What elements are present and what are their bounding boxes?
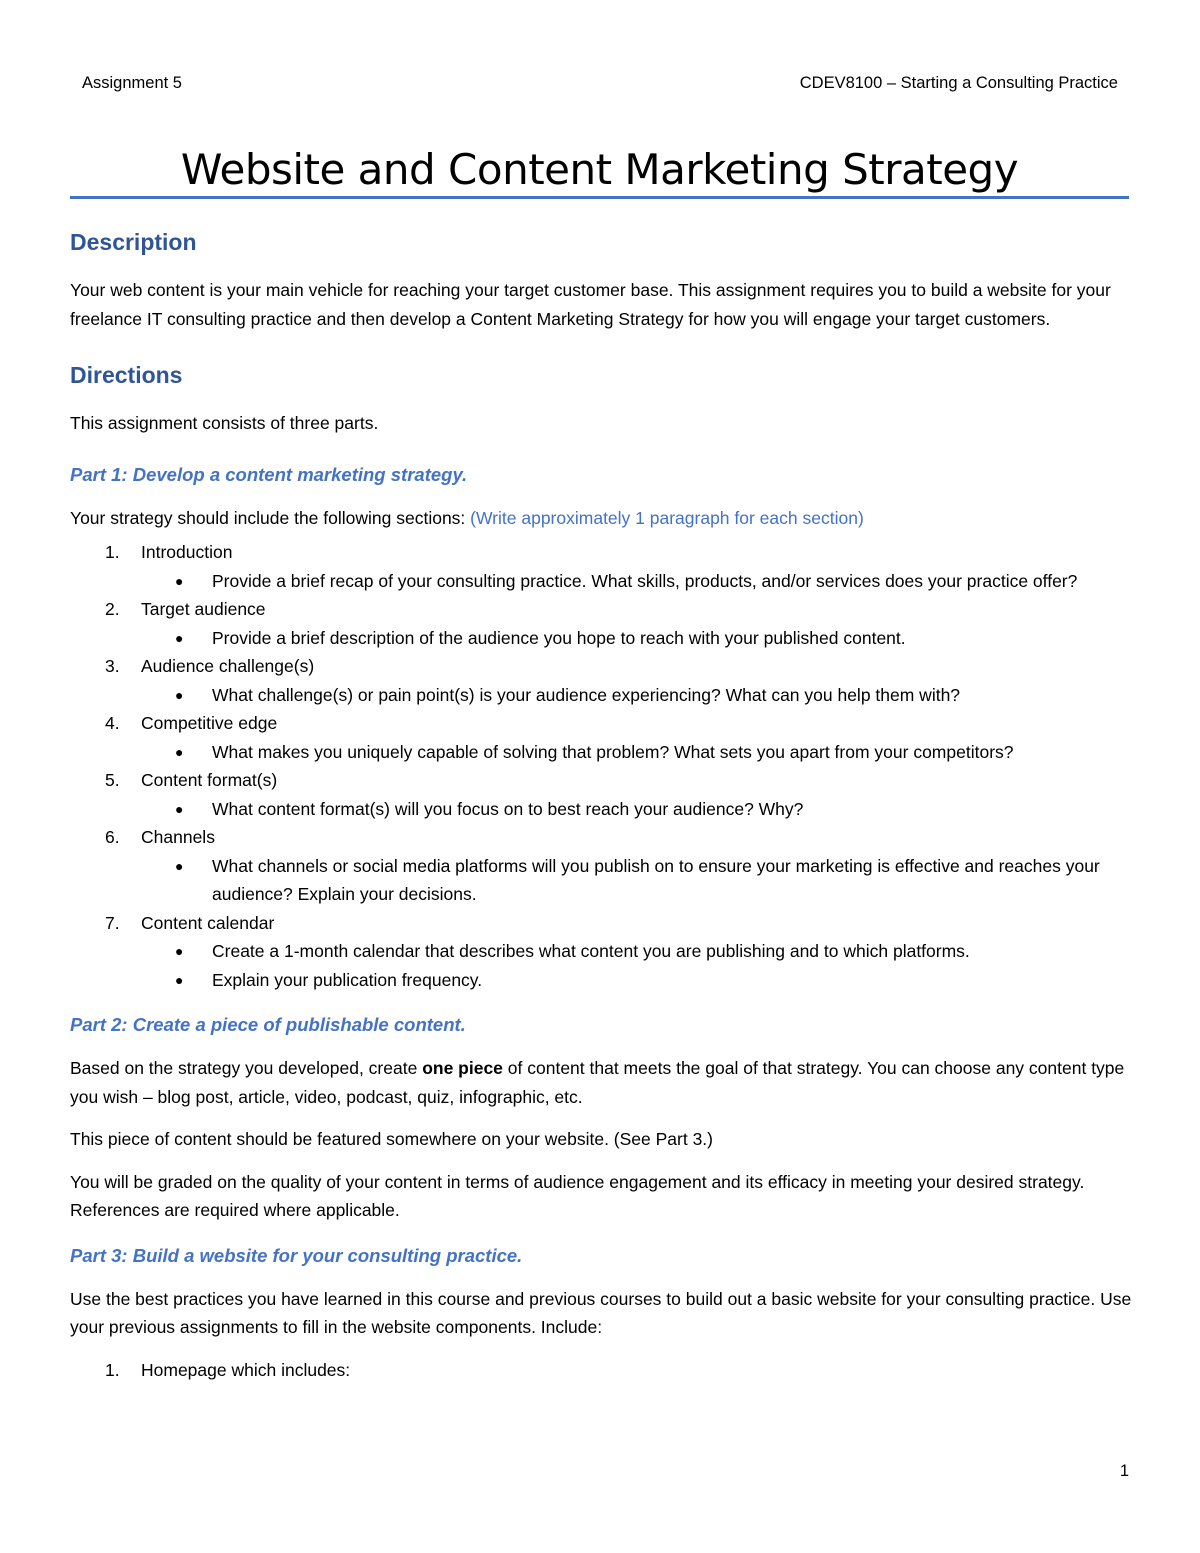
part1-section-list <box>70 538 1132 994</box>
list-number: 5. <box>105 770 120 790</box>
sub-item: ● What channels or social media platforms will you publish on to ensure your marketing is effective and reaches your audience? Explain your decisions. <box>141 852 1132 909</box>
sub-list <box>141 681 1132 710</box>
part2-paragraph-3: You will be graded on the quality of your content in terms of audience engagement and its efficacy in meeting your desired strategy. References are required where applicable. <box>70 1171 1085 1220</box>
list-item-label: Introduction <box>141 542 233 562</box>
list-number: 1. <box>105 542 120 562</box>
sub-list <box>141 624 1132 653</box>
part1-lead-note: (Write approximately 1 paragraph for each section) <box>470 507 864 528</box>
bullet-icon: ● <box>175 629 184 646</box>
bullet-icon: ● <box>175 686 184 703</box>
description-heading: Description <box>70 229 197 255</box>
list-item-label: Audience challenge(s) <box>141 656 315 676</box>
list-item <box>70 823 1132 852</box>
list-item <box>70 766 1132 795</box>
list-item <box>70 595 1132 624</box>
sub-list <box>141 567 1132 596</box>
list-item-label: Competitive edge <box>141 713 278 733</box>
directions-intro: This assignment consists of three parts. <box>70 413 379 433</box>
sub-item: ● What makes you uniquely capable of solving that problem? What sets you apart from your competitors? <box>141 738 1132 767</box>
part3-paragraph-1: Use the best practices you have learned in this course and previous courses to build out a basic website for your consulting practice. Use your previous assignments to fill in the website components. Include: <box>70 1288 1132 1337</box>
sub-list <box>141 738 1132 767</box>
bullet-icon: ● <box>175 857 184 874</box>
sub-item: ● What challenge(s) or pain point(s) is your audience experiencing? What can you help them with? <box>141 681 1132 710</box>
sub-item: ● What content format(s) will you focus on to best reach your audience? Why? <box>141 795 1132 824</box>
list-number: 7. <box>105 912 120 933</box>
list-number: 6. <box>105 827 120 847</box>
list-item <box>70 709 1132 738</box>
list-item-label: Content format(s) <box>141 770 278 790</box>
list-number: 2. <box>105 599 120 619</box>
part2-paragraph-2: This piece of content should be featured somewhere on your website. (See Part 3.) <box>70 1129 713 1149</box>
description-paragraph: Your web content is your main vehicle for reaching your target customer base. This assignment requires you to build a website for your freelance IT consulting practice and then develop a Content Marketing Strategy for how you will engage your target customers. <box>70 280 1111 329</box>
sub-item: ● Explain your publication frequency. <box>141 966 1132 995</box>
bullet-icon: ● <box>175 572 184 589</box>
list-item <box>70 652 1132 681</box>
list-item-label: Content calendar <box>141 912 275 933</box>
part3-component-list <box>70 1356 1132 1385</box>
document-title: Website and Content Marketing Strategy <box>180 145 1019 194</box>
sub-item: ● Provide a brief recap of your consulting practice. What skills, products, and/or services does your practice offer? <box>141 567 1132 596</box>
list-number: 3. <box>105 656 120 676</box>
part1-lead-text: Your strategy should include the following sections: <box>70 507 471 528</box>
title-underline <box>70 196 1129 199</box>
part1-lead <box>70 504 1132 533</box>
sub-list <box>141 852 1132 909</box>
sub-list <box>141 937 1132 994</box>
part2-paragraph-1: Based on the strategy you developed, create one piece of content that meets the goal of that strategy. You can choose any content type you wish – blog post, article, video, podcast, quiz, infographic, etc. <box>70 1058 1125 1107</box>
directions-heading: Directions <box>70 362 183 388</box>
list-number: 1. <box>105 1359 120 1380</box>
sub-item: ● Provide a brief description of the audience you hope to reach with your published content. <box>141 624 1132 653</box>
part2-heading: Part 2: Create a piece of publishable content. <box>70 1014 466 1035</box>
bullet-icon: ● <box>175 971 184 988</box>
list-item-label: Target audience <box>141 599 266 619</box>
sub-list <box>141 795 1132 824</box>
bullet-icon: ● <box>175 800 184 817</box>
list-number: 4. <box>105 713 120 733</box>
part2-emphasis: one piece <box>422 1058 503 1078</box>
document-body <box>70 222 1132 1384</box>
list-item <box>70 909 1132 938</box>
list-item <box>70 538 1132 567</box>
page-number: 1 <box>1119 1462 1129 1480</box>
list-item-label: Homepage which includes: <box>141 1359 351 1380</box>
list-item-label: Channels <box>141 827 215 847</box>
bullet-icon: ● <box>175 743 184 760</box>
part3-heading: Part 3: Build a website for your consulting practice. <box>70 1244 523 1266</box>
part1-heading: Part 1: Develop a content marketing strategy. <box>70 463 468 485</box>
header-assignment-label: Assignment 5 <box>82 74 182 92</box>
header-course-label: CDEV8100 – Starting a Consulting Practice <box>799 74 1118 92</box>
list-item <box>70 1356 1132 1385</box>
bullet-icon: ● <box>175 943 184 959</box>
sub-item: ● Create a 1-month calendar that describes what content you are publishing and to which platforms. <box>141 937 1132 966</box>
